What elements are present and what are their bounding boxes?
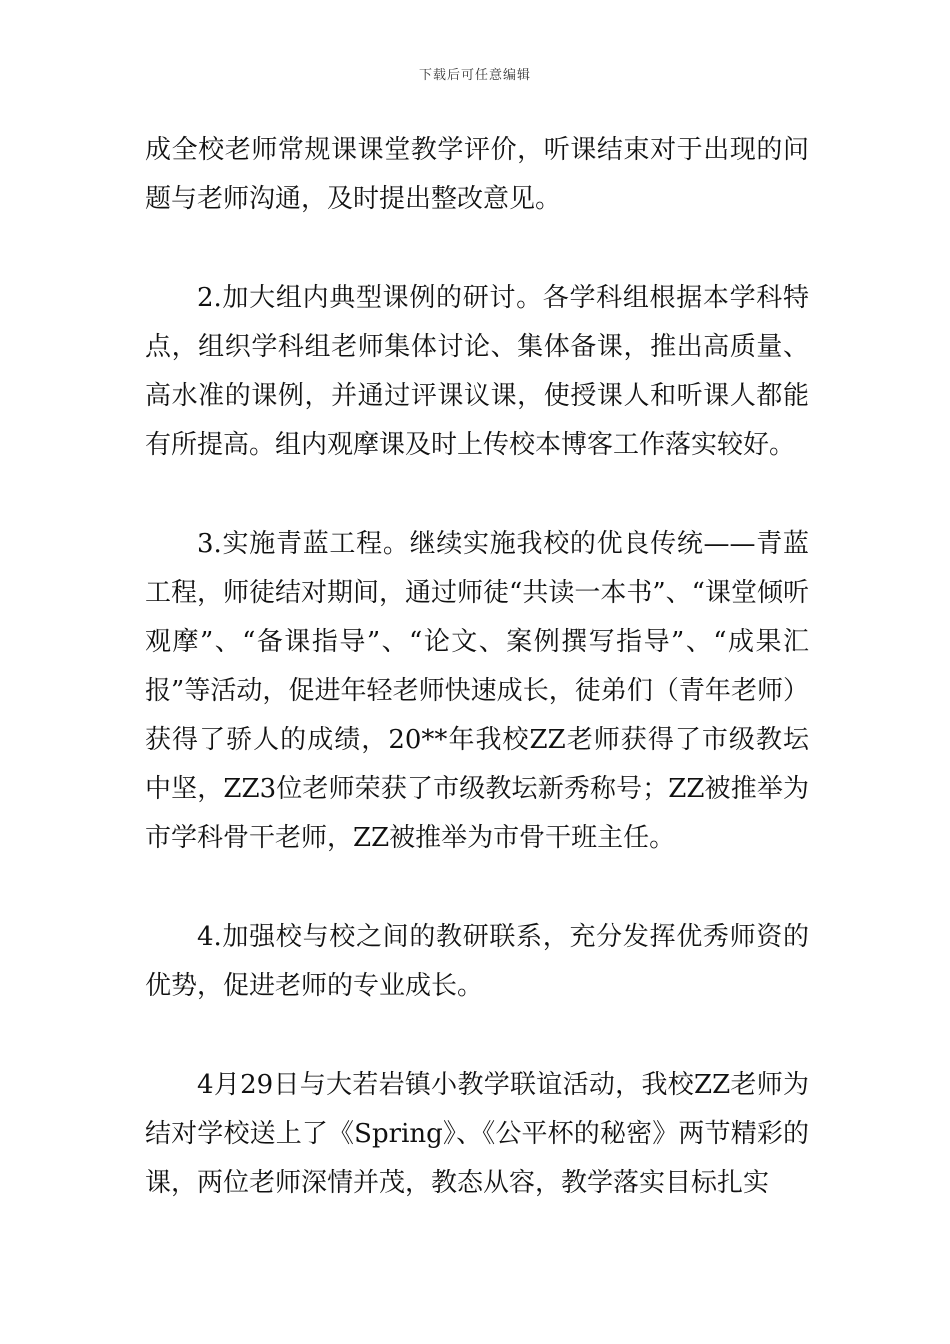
document-body: [145, 126, 809, 1208]
paragraph-4: 4.加强校与校之间的教研联系，充分发挥优秀师资的优势，促进老师的专业成长。: [145, 922, 809, 1001]
paragraph-3: 3.实施青蓝工程。继续实施我校的优良传统——青蓝工程，师徒结对期间，通过师徒“共读一本书”、“课堂倾听观摩”、“备课指导”、“论文、案例撰写指导”、“成果汇报”等活动，促进年轻老师快速成长，徒弟们（青年老师）获得了骄人的成绩，20**年我校ZZ老师获得了市级教坛中坚，ZZ3位老师荣获了市级教坛新秀称号；ZZ被推举为市学科骨干老师，ZZ被推举为市骨干班主任。: [145, 529, 809, 853]
paragraph-5: 4月29日与大若岩镇小教学联谊活动，我校ZZ老师为结对学校送上了《Spring》、《公平杯的秘密》两节精彩的课，两位老师深情并茂，教态从容，教学落实目标扎实: [145, 1070, 809, 1198]
paragraph-1: 成全校老师常规课课堂教学评价，听课结束对于出现的问题与老师沟通，及时提出整改意见。: [145, 135, 809, 214]
page-header: 下载后可任意编辑: [418, 68, 531, 83]
paragraph-2: 2.加大组内典型课例的研讨。各学科组根据本学科特点，组织学科组老师集体讨论、集体备课，推出高质量、高水准的课例，并通过评课议课，使授课人和听课人都能有所提高。组内观摩课及时上传校本博客工作落实较好。: [145, 283, 809, 460]
